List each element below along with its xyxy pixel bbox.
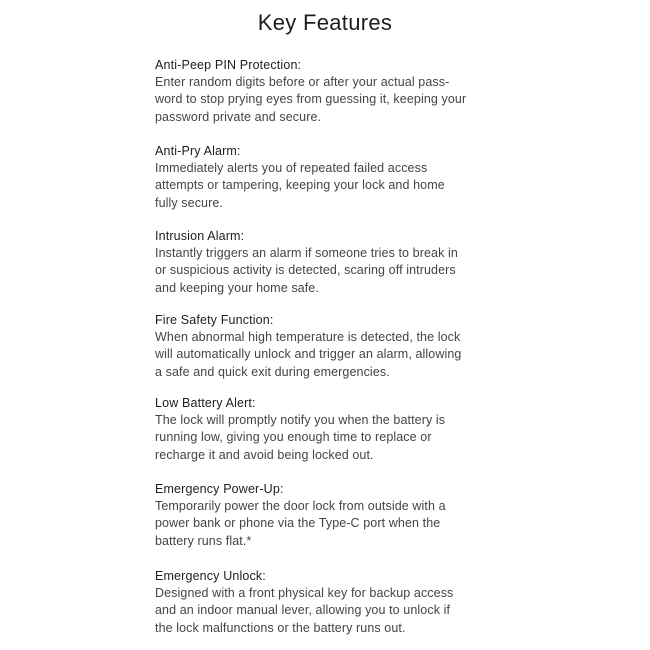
title-area xyxy=(0,8,650,38)
page-title: Key Features xyxy=(255,8,395,38)
feature-title: Anti-Peep PIN Protection: xyxy=(155,58,302,72)
feature-title: Fire Safety Function: xyxy=(155,313,274,327)
feature-description: When abnormal high temperature is detected, the lock will automatically unlock and trigger an alarm, allowing a safe and quick exit during emergencies. xyxy=(155,330,462,379)
feature-description: Immediately alerts you of repeated failed access attempts or tampering, keeping your lock and home fully secure. xyxy=(155,161,445,210)
feature-anti-pry-alarm xyxy=(155,142,500,227)
feature-description: Temporarily power the door lock from outside with a power bank or phone via the Type-C port when the battery runs flat.* xyxy=(155,499,446,548)
feature-description: The lock will promptly notify you when the battery is running low, giving you enough time to replace or recharge it and avoid being locked out. xyxy=(155,413,446,462)
feature-description: Instantly triggers an alarm if someone tries to break in or suspicious activity is detected, scaring off intruders and keeping your home safe. xyxy=(155,246,458,295)
feature-fire-safety xyxy=(155,311,500,394)
feature-anti-peep-pin xyxy=(155,56,500,142)
feature-title: Emergency Unlock: xyxy=(155,569,266,583)
feature-description: Designed with a front physical key for backup access and an indoor manual lever, allowing you to unlock if the lock malfunctions or the battery runs out. xyxy=(155,586,454,635)
feature-intrusion-alarm xyxy=(155,227,500,311)
feature-emergency-power-up xyxy=(155,480,500,567)
feature-title: Low Battery Alert: xyxy=(155,396,256,410)
feature-low-battery-alert xyxy=(155,394,500,480)
feature-emergency-unlock xyxy=(155,567,500,637)
feature-description: Enter random digits before or after your actual pass- word to stop prying eyes from guessing it, keeping your password private and secure. xyxy=(155,75,467,124)
feature-title: Emergency Power-Up: xyxy=(155,482,284,496)
feature-title: Intrusion Alarm: xyxy=(155,229,245,243)
feature-list xyxy=(155,56,500,637)
feature-title: Anti-Pry Alarm: xyxy=(155,144,241,158)
